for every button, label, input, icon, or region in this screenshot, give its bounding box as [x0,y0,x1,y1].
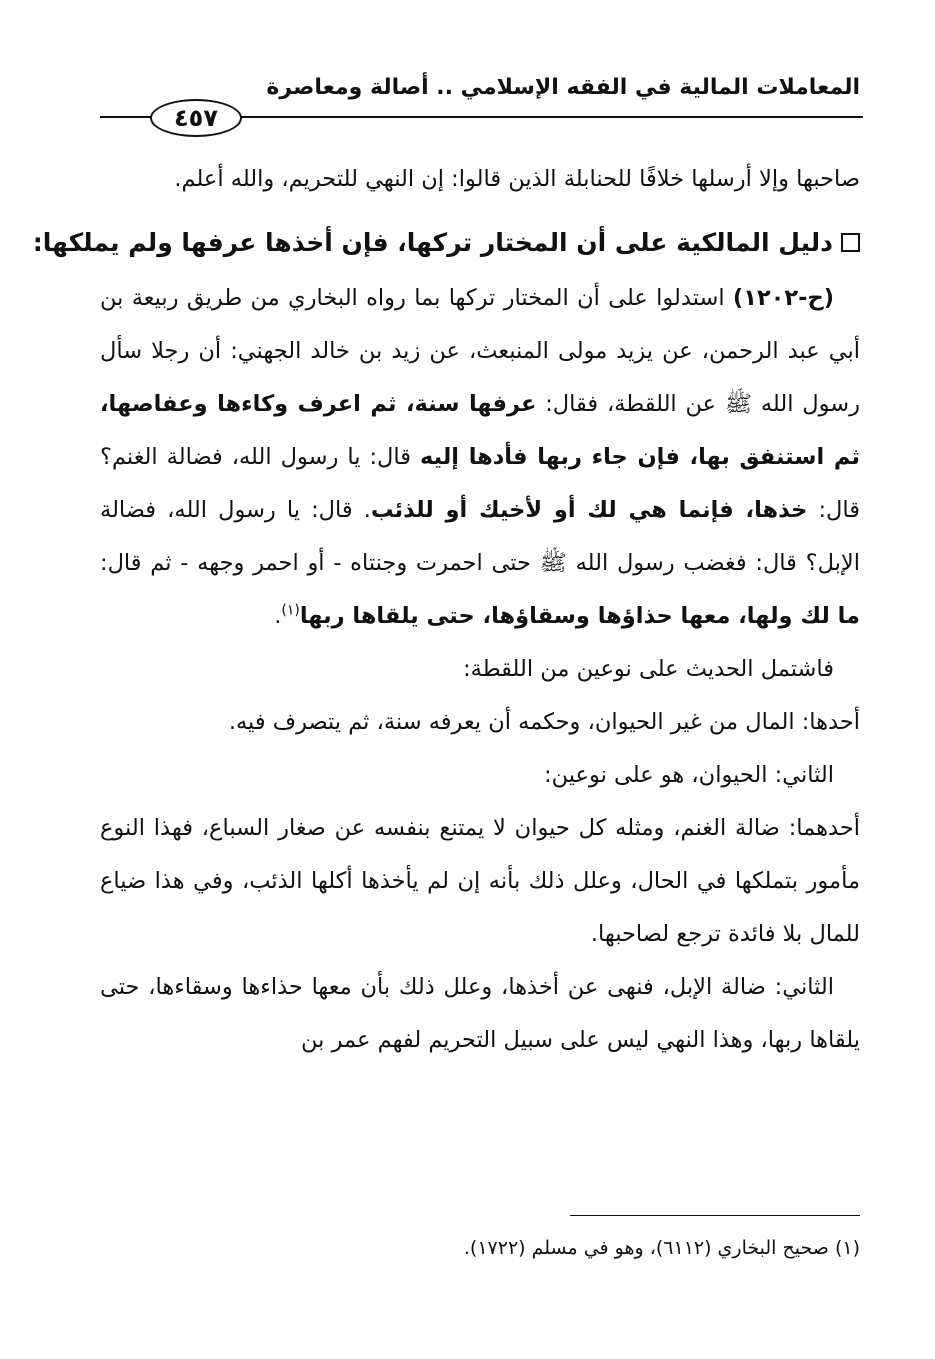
footnote-rule [570,1215,860,1216]
page-body [32,153,861,1067]
hadith-end: . [274,603,282,629]
section-heading [32,214,860,272]
hadith-reference: (ح-١٢٠٢) [732,285,834,311]
section-heading-text: دليل المالكية على أن المختار تركها، فإن أخذها عرفها ولم يملكها: [32,228,833,257]
paragraph-sheep: أحدهما: ضالة الغنم، ومثله كل حيوان لا يمتنع بنفسه عن صغار السباع، فهذا النوع مأمور بتملكها في الحال، وعلل ذلك بأنه إن لم يأخذها أكلها الذئب، وفي هذا ضياع للمال بلا فائدة ترجع لصاحبها. [100,815,860,947]
footnote-1: (١) صحيح البخاري (٦١١٢)، وهو في مسلم (١٧٢٢). [463,1237,860,1259]
hadith-paragraph [100,272,860,643]
paragraph-second-type: الثاني: الحيوان، هو على نوعين: [544,762,834,788]
paragraph-camels: الثاني: ضالة الإبل، فنهى عن أخذها، وعلل ذلك بأن معها حذاءها وسقاءها، حتى يلقاها ربها، وهذا النهي ليس على سبيل التحريم لفهم عمر بن [100,974,860,1053]
paragraph-first-type: أحدها: المال من غير الحيوان، وحكمه أن يعرفه سنة، ثم يتصرف فيه. [228,709,860,735]
hadith-quote-1: عرفها سنة، ثم اعرف وكاءها وعفاصها، ثم استنفق بها، فإن جاء ربها فأدها إليه [100,391,860,470]
page-number: ٤٥٧ [150,99,242,137]
paragraph-intro: صاحبها وإلا أرسلها خلافًا للحنابلة الذين قالوا: إن النهي للتحريم، والله أعلم. [174,166,860,192]
hadith-text-2: . قال: يا رسول الله، فضالة الإبل؟ قال: فغضب رسول الله ﷺ حتى احمرت وجنتاه - أو احمر وجهه - ثم قال: [100,497,860,576]
footnote-marker: (١) [281,602,300,619]
running-header: المعاملات المالية في الفقه الإسلامي .. أصالة ومعاصرة [266,75,860,100]
paragraph-types: فاشتمل الحديث على نوعين من اللقطة: [463,656,834,682]
square-bullet-icon [841,233,860,252]
hadith-quote-2: خذها، فإنما هي لك أو لأخيك أو للذئب [370,497,808,523]
hadith-quote-3: ما لك ولها، معها حذاؤها وسقاؤها، حتى يلقاها ربها [299,603,860,629]
hadith-text-1: قال: يا رسول الله، فضالة الغنم؟ قال: [100,444,861,523]
hadith-intro: استدلوا على أن المختار تركها بما رواه البخاري من طريق ربيعة بن أبي عبد الرحمن، عن يزيد مولى المنبعث، عن زيد بن خالد الجهني: أن رجلا سأل رسول الله ﷺ عن اللقطة، فقال: [100,285,860,417]
